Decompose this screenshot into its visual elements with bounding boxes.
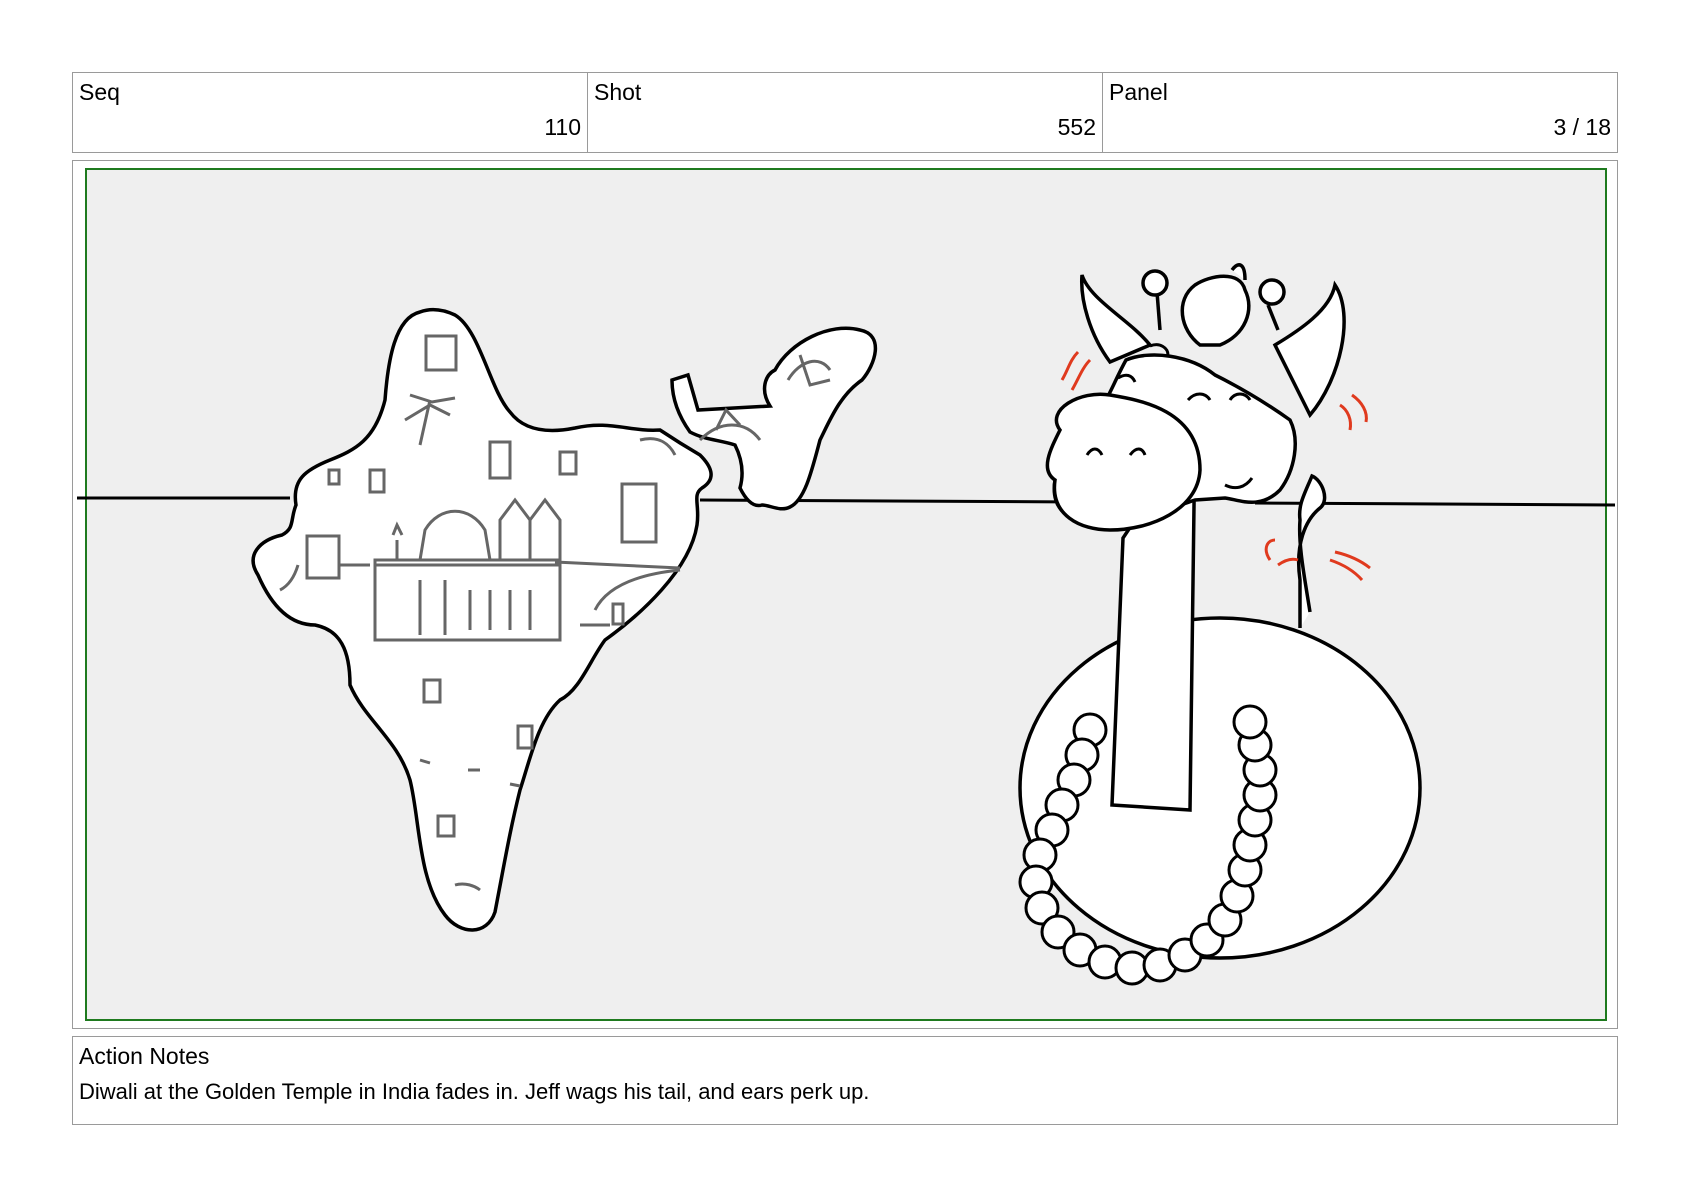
jeff-character-illustration [1020, 265, 1420, 984]
shot-value: 552 [1057, 114, 1096, 140]
shot-label: Shot [594, 79, 642, 105]
india-map-illustration [253, 310, 875, 930]
seq-value: 110 [544, 114, 581, 140]
seq-label: Seq [79, 79, 120, 105]
panel-number-value: 3 / 18 [1553, 114, 1611, 140]
action-notes-title: Action Notes [79, 1043, 210, 1069]
action-notes-text: Diwali at the Golden Temple in India fades in. Jeff wags his tail, and ears perk up. [79, 1079, 870, 1104]
panel-label: Panel [1109, 79, 1168, 105]
action-notes [72, 1036, 1618, 1125]
